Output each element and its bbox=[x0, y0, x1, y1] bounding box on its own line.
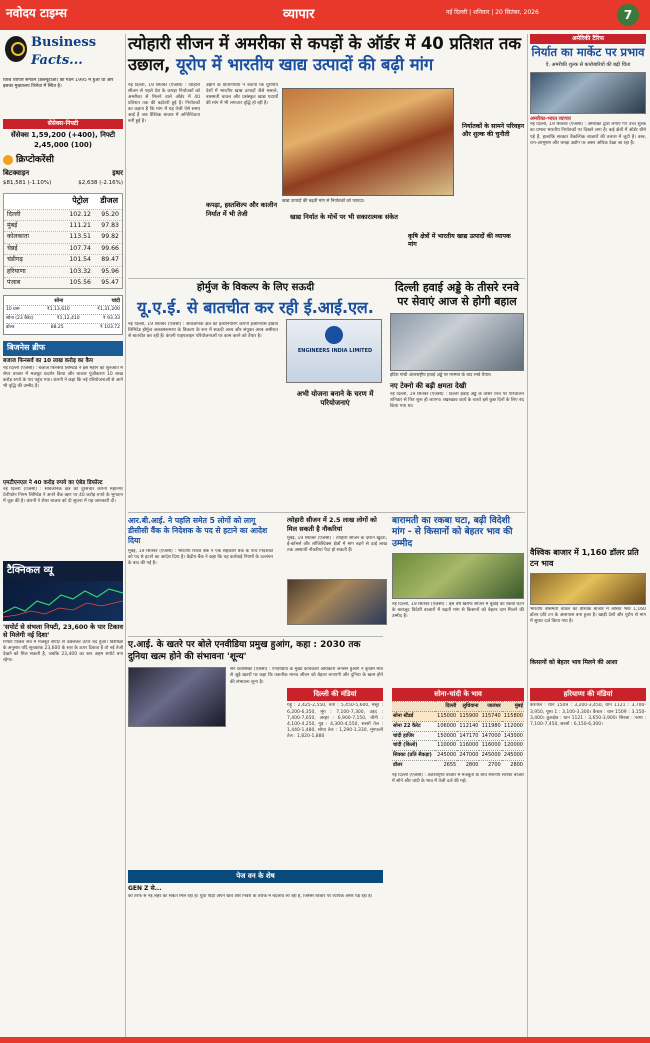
fuel-row bbox=[4, 209, 122, 220]
metals-row bbox=[6, 323, 120, 332]
gold-silver-cell: 2655 bbox=[435, 760, 457, 769]
metals-cell: सोना (23 कैरेट) bbox=[6, 316, 34, 322]
gold-silver-col-header: मुंबई bbox=[502, 702, 524, 712]
gold-silver-cell: 150000 bbox=[435, 731, 457, 741]
food-photo-caption: खाद्य उत्पादों की बढ़ती मांग से निर्यातकों को फायदा। bbox=[282, 199, 365, 204]
gold-silver-title: सोना-चांदी के भाव bbox=[392, 688, 524, 701]
lead-headline-part1: त्योहारी सीजन में अमरीका से कपड़ों के ऑर्डर में 40 प्रतिशत bbox=[128, 34, 494, 53]
metals-row bbox=[6, 314, 120, 323]
lead-text-col1: नई दिल्ली, 19 सितंबर (एजेंसी) : त्योहारी सीजन से पहले देश के कपड़ा निर्यातकों को अमरीका से मिलने वाले ऑर्डर में 40 प्रतिशत तक की बढ़ोतरी हुई है। निर्यातकों का कहना है कि मांग में यह तेजी ऐसे समय आई है जब वैश्विक बाजार में अनिश्चितता बनी हुई है। bbox=[128, 83, 200, 125]
gold-silver-cell: डॉलर bbox=[392, 760, 435, 769]
gold-silver-col-header: जालंधर bbox=[479, 702, 501, 712]
right-column bbox=[530, 34, 646, 502]
crypto-change: (-1.10%) bbox=[27, 179, 52, 186]
right-headline: निर्यात का मार्केट पर प्रभाव bbox=[531, 45, 645, 60]
sensex-band: सेंसेक्स-निफ्टी bbox=[3, 119, 123, 129]
gold-silver-cell: 2700 bbox=[479, 760, 501, 769]
fuel-row bbox=[4, 277, 122, 288]
basmati-text: नई दिल्ली, 19 सितंबर (एजेंसी) : इस वर्ष खरीफ सीजन में बुवाई का रकबा घटने के बावजूद विदेशी बाजारों में बढ़ती मांग से किसानों को बेहतर दाम मिलने की उम्मीद है। bbox=[392, 601, 524, 619]
brief-headline-1: बजाज फिनसर्व का 10 लाख करोड़ का कैप bbox=[3, 358, 93, 365]
masthead-bar bbox=[0, 0, 650, 30]
rice-photo bbox=[530, 573, 646, 605]
fuel-cell-petrol: 111.21 bbox=[69, 222, 91, 230]
fuel-cell-petrol: 107.74 bbox=[69, 244, 91, 252]
global-market-story bbox=[530, 548, 646, 667]
gold-silver-cell: 115000 bbox=[435, 712, 457, 722]
crypto-value: $2,638 bbox=[78, 179, 98, 186]
lightbulb-icon bbox=[5, 36, 27, 62]
row-rule bbox=[128, 278, 525, 279]
lead-subhead-4: कृषि क्षेत्रों में भारतीय खाद्य उत्पादों की व्यापक मांग bbox=[408, 233, 511, 249]
lead-story-headline bbox=[128, 34, 525, 75]
lead-text-col2: उद्योग के प्रतिनिधियों ने बताया कि यूरोपीय देशों में भारतीय खाद्य उत्पादों जैसे मसाले, बासमती चावल और प्रसंस्कृत खाद्य पदार्थों की मांग में भी लगातार वृद्धि हो रही है। bbox=[206, 83, 278, 107]
haryana-mandi-box bbox=[530, 688, 646, 1033]
column-rule bbox=[125, 34, 126, 1037]
brief-headline-2: एमटीएनएल ने 40 करोड़ रुपये का एंबेड डिफॉल्ट bbox=[3, 479, 103, 486]
gold-silver-col-header: लुधियाना bbox=[457, 702, 479, 712]
gold-silver-row bbox=[392, 760, 524, 769]
crypto-change: (-2.16%) bbox=[99, 179, 123, 186]
crypto-heading bbox=[3, 154, 123, 166]
metals-cell: ₹1,12,410 bbox=[56, 316, 80, 322]
rbi-text: मुंबई, 19 सितंबर (एजेंसी) : भारतीय रिजर्व बैंक ने एक सहकारी बैंक के पांच निदेशकों को पद से हटाने का आदेश दिया है। केंद्रीय बैंक ने कहा कि यह कार्रवाई नियमों के उल्लंघन के बाद की गई है। bbox=[128, 548, 273, 566]
fuel-row bbox=[4, 243, 122, 254]
gold-silver-row bbox=[392, 741, 524, 751]
metals-rows bbox=[6, 305, 120, 332]
column-rule bbox=[527, 34, 528, 1037]
right-dek: ऐ. अमरीकी शुल्क से कारोबारियों की बढ़ी चिंता bbox=[545, 61, 631, 68]
ai-text: सैन फ्रांसिस्को (एजेंसी) : एनवीडिया के मुख्य कार्यकारी अधिकारी जेनसेन हुआंग ने कृत्रिम मेधा से जुड़े खतरों पर कहा कि तकनीक मानव जीवन को बेहतर बनाएगी और दुनिया के खत्म होने की संभावना शून्य है। bbox=[230, 667, 383, 685]
fuel-cell-diesel: 89.47 bbox=[101, 256, 119, 264]
gold-silver-col-header bbox=[392, 702, 435, 712]
hormuz-kicker: होर्मुज के विकल्प के लिए सऊदी bbox=[196, 282, 315, 293]
brief-text-2: नई दिल्ली (एजेंसी) : सार्वजनिक क्षेत्र की दूरसंचार कंपनी महानगर टेलीफोन निगम लिमिटेड ने अपने बैंक ऋण पर 40 करोड़ रुपये के भुगतान में चूक की है। कंपनी ने शेयर बाजार को दी सूचना में यह जानकारी दी। bbox=[3, 487, 123, 505]
technical-view-headline: 'सपोर्ट से संभला निफ्टी, 23,600 के पार टिकाव से मिलेगी नई दिशा' bbox=[3, 622, 123, 640]
technical-view-text: निफ्टी पिछले सत्र में मजबूत सपोर्ट से उछलकर ऊपर बंद हुआ। विशेषज्ञों के अनुसार यदि सूचकांक 23,600 के स्तर के ऊपर टिकता है तो नई तेजी देखने को मिल सकती है, जबकि 23,400 का स्तर अहम सपोर्ट बना रहेगा। bbox=[3, 640, 123, 664]
gold-silver-col-header: दिल्ली bbox=[435, 702, 457, 712]
airport-text: नई दिल्ली, 19 सितंबर (एजेंसी) : दिल्ली हवाई अड्डे के तीसरे रनवे पर परिचालन शनिवार से फिर शुरू हो जाएगा। रखरखाव कार्य के चलते इसे कुछ दिनों के लिए बंद किया गया था। bbox=[390, 391, 524, 409]
fuel-cell-city: कोलकाता bbox=[7, 233, 30, 241]
engineers-india-photo bbox=[286, 319, 382, 408]
gold-silver-cell: 245000 bbox=[502, 751, 524, 761]
gold-silver-table bbox=[392, 701, 524, 769]
gold-silver-cell: 147170 bbox=[457, 731, 479, 741]
hormuz-text: नई दिल्ली, 19 सितंबर (एजेंसी) : सार्वजनिक क्षेत्र की इंजीनियरिंग कंपनी इंजीनियर्स इंडिया लिमिटेड होर्मुज जलडमरूमध्य के विकल्प के रूप में सऊदी अरब और संयुक्त अरब अमीरात से बातचीत कर रही है। कंपनी पाइपलाइन परियोजनाओं पर काम करने को तैयार है। bbox=[128, 322, 278, 340]
crypto-names bbox=[3, 169, 123, 178]
sensex-line: सेंसेक्स 1,59,200 (+400), निफ्टी 2,45,000 (100) bbox=[10, 131, 116, 149]
left-column bbox=[3, 34, 123, 1038]
fuel-col-header: डीजल bbox=[100, 195, 118, 205]
brand-name: नवोदय टाइम्स bbox=[6, 6, 68, 20]
export-port-photo bbox=[530, 72, 646, 114]
gold-silver-cell: 245000 bbox=[435, 751, 457, 761]
fuel-cell-city: हरियाणा bbox=[7, 267, 26, 275]
gold-silver-cell: 143000 bbox=[502, 731, 524, 741]
crypto-title: क्रिप्टोकरेंसी bbox=[16, 154, 54, 165]
gold-silver-cell: 147000 bbox=[479, 731, 501, 741]
gold-silver-row bbox=[392, 731, 524, 741]
fuel-row bbox=[4, 266, 122, 277]
metals-cell: ₹ 93.33 bbox=[102, 316, 120, 322]
business-facts-box bbox=[3, 34, 123, 76]
technical-view-banner: टैक्निकल व्यू bbox=[3, 561, 123, 581]
business-facts-text: विश्व व्यापार संगठन (डब्ल्यूटीओ) का गठन 1995 में हुआ था और इसका मुख्यालय जिनेवा में स्थित है। bbox=[3, 78, 114, 90]
metals-row bbox=[6, 305, 120, 314]
fuel-cell-petrol: 113.51 bbox=[69, 233, 91, 241]
fuel-cell-city: दिल्ली bbox=[7, 210, 21, 218]
gold-silver-cell: सिक्का (प्रति सैकड़ा) bbox=[392, 751, 435, 761]
lead-subhead-1: कपड़ा, हस्तशिल्प और कालीन निर्यात में भी तेजी bbox=[206, 201, 278, 218]
fuel-price-table bbox=[3, 193, 123, 289]
fuel-cell-petrol: 103.32 bbox=[69, 267, 91, 275]
delhi-mandi-box bbox=[287, 688, 383, 1023]
metals-cell: ₹1,31,200 bbox=[97, 307, 120, 313]
hormuz-headline: यू.ए.ई. से बातचीत कर रही ई.आई.एल. bbox=[137, 297, 374, 317]
haryana-mandi-text: करनाल : धान 1509 : 3,200-3,450, धान 1121 : 3,700-3,950, पूसा 1 : 3,100-3,300। कैथल : धान 1509 : 3,150-3,400। कुरुक्षेत्र : धान 1121 : 3,650-3,900। सिरसा : नरमा : 7,100-7,450, सरसों : 6,150-6,300। bbox=[530, 703, 646, 727]
business-facts-title-1: Business bbox=[31, 35, 97, 50]
gold-silver-cell: 116000 bbox=[479, 741, 501, 751]
right-text: नई दिल्ली, 19 सितंबर (एजेंसी) : अमरीका द्वारा लगाए गए उच्च शुल्क का प्रभाव भारतीय निर्यातकों पर दिखने लगा है। कई क्षेत्रों में ऑर्डर धीमे पड़े हैं, हालांकि सरकार वैकल्पिक बाजारों की तलाश में जुटी है। वस्त्र, रत्न-आभूषण और चमड़ा उद्योग पर असर अधिक देखा जा रहा है। bbox=[530, 122, 646, 146]
metals-col-header: सोना bbox=[54, 298, 64, 305]
metals-cell: ₹ 103.72 bbox=[99, 325, 120, 331]
fuel-cell-city: चेन्नई bbox=[7, 244, 18, 252]
eil-logo-icon bbox=[325, 326, 343, 344]
airport-photo bbox=[390, 313, 524, 371]
crypto-name: बिटक्वाइन bbox=[3, 169, 30, 178]
lead-subhead-2: खाद्य निर्यात के मोर्चे पर भी सकारात्मक संकेत bbox=[290, 213, 398, 221]
metals-box bbox=[3, 295, 123, 335]
global-market-headline: वैश्विक बाजार में 1,160 डॉलर प्रति टन भाव bbox=[530, 548, 639, 568]
lead-subhead-3: निर्यातकों के सामने परिवहन और शुल्क की चुनौती bbox=[462, 123, 525, 139]
fuel-cell-diesel: 95.20 bbox=[101, 210, 119, 218]
genz-subhead: GEN Z से... bbox=[128, 885, 162, 893]
continuations-band: पेज वन के शेष bbox=[128, 870, 383, 883]
metals-cell: 10 ग्राम bbox=[6, 307, 20, 313]
fuel-cell-diesel: 99.82 bbox=[101, 233, 119, 241]
rbi-headline: आर.बी.आई. ने पहलि समेत 5 लोगों को लागू डीसीसी वैंक के निदेशक के पद से हटाने का आदेश दिया bbox=[128, 516, 268, 545]
delhi-airport-story bbox=[390, 281, 524, 492]
fuel-rows bbox=[4, 209, 122, 289]
row-rule bbox=[128, 636, 383, 637]
fuel-cell-city: मुंबई bbox=[7, 222, 18, 230]
gold-silver-row bbox=[392, 751, 524, 761]
gold-silver-cell: 2800 bbox=[502, 760, 524, 769]
gold-silver-cell: चांदी (किलो) bbox=[392, 741, 435, 751]
metals-cell: 88.25 bbox=[50, 325, 64, 331]
lead-story-body bbox=[128, 83, 525, 273]
section-title: व्यापार bbox=[283, 7, 315, 22]
brief-text-1: नई दिल्ली (एजेंसी) : बजाज फिनसर्व लिमिटेड ने इस महीने की शुरुआत में शेयर बाजार में मजबूत प्रदर्शन किया और बाजार पूंजीकरण 10 लाख करोड़ रुपये के पार पहुंच गया। कंपनी ने कहा कि नई परियोजनाओं से आगे भी वृद्धि की उम्मीद है। bbox=[3, 365, 123, 389]
fuel-cell-diesel: 95.96 bbox=[101, 267, 119, 275]
delhi-mandi-text: गेहूं : 2,425-2,550, चना : 5,450-5,600, मसूर : 6,200-6,350, मूंग : 7,100-7,300, उड़द : 7,400-7,650, अरहर : 6,900-7,150, चीनी : 4,100-4,250, गुड़ : 4,300-4,550, सरसों तेल : 1,440-1,480, सोया तेल : 1,290-1,330, मूंगफली तेल : 1,820-1,880 bbox=[287, 703, 383, 739]
gold-silver-cell: 112000 bbox=[502, 721, 524, 731]
fuel-cell-petrol: 101.54 bbox=[69, 256, 91, 264]
fuel-cell-diesel: 99.66 bbox=[101, 244, 119, 252]
fuel-row bbox=[4, 220, 122, 231]
gold-silver-cell: सोना 22 कैरेट bbox=[392, 721, 435, 731]
gold-silver-box bbox=[392, 688, 524, 1013]
metals-cell: डॉलर bbox=[6, 325, 15, 331]
haryana-mandi-title: हरियाणा की मंडियां bbox=[530, 688, 646, 701]
fuel-cell-city: पंजाब bbox=[7, 278, 21, 286]
market-chart-image bbox=[3, 581, 123, 621]
gold-silver-cell: 115740 bbox=[479, 712, 501, 722]
fuel-row bbox=[4, 231, 122, 242]
gold-silver-cell: 245000 bbox=[479, 751, 501, 761]
basmati-headline: बारामती का रकबा घटा, बढ़ी विदेशी मांग - से किसानों को बेहतर भाव की उम्मीद bbox=[392, 516, 513, 549]
global-market-text: भारतीय बासमती चावल का वैश्विक बाजार में औसत भाव 1,160 डॉलर प्रति टन के आसपास बना हुआ है। खाड़ी देशों और यूरोप से मांग में सुधार दर्ज किया गया है। bbox=[530, 606, 646, 624]
gold-silver-cell: 112140 bbox=[457, 721, 479, 731]
metals-col-header: चांदी bbox=[111, 298, 120, 305]
gold-silver-row bbox=[392, 712, 524, 722]
fuel-row bbox=[4, 254, 122, 265]
right-lead: अमरीका-भारत व्यापार bbox=[530, 115, 571, 122]
rbi-story bbox=[128, 516, 273, 627]
fuel-header bbox=[4, 194, 122, 209]
gold-silver-cell: 116000 bbox=[457, 741, 479, 751]
crypto-name: इथर bbox=[112, 169, 123, 178]
gold-silver-text: नई दिल्ली (एजेंसी) : अंतरराष्ट्रीय बाजार में मजबूती के बीच स्थानीय सर्राफा बाजार में सोने और चांदी के भाव में तेजी दर्ज की गई। bbox=[392, 772, 524, 784]
gold-silver-cell: 115800 bbox=[502, 712, 524, 722]
eil-photo-text: ENGINEERS INDIA LIMITED bbox=[297, 348, 373, 354]
festival-jobs-text: मुंबई, 19 सितंबर (एजेंसी) : त्योहारी सीजन के दौरान खुदरा, ई-कॉमर्स और लॉजिस्टिक्स क्षेत्रों में मांग बढ़ने से ढाई लाख तक अस्थायी नौकरियां पैदा हो सकती हैं। bbox=[287, 535, 387, 553]
fuel-cell-petrol: 105.56 bbox=[69, 278, 91, 286]
ai-ceo-photo bbox=[128, 667, 226, 727]
gold-silver-cell: सोना स्टैंडर्ड bbox=[392, 712, 435, 722]
fuel-col-header: पेट्रोल bbox=[72, 195, 89, 205]
lead-headline-part2: तक उछाल, bbox=[128, 34, 522, 74]
genz-text: की तरफ से नई लहर का संकेत मिल रहा है। युवा पीढ़ी अपने खर्च और निवेश के तरीके में बदलाव ला रही है, जिससे बाजार पर व्यापक असर पड़ रहा है। bbox=[128, 893, 373, 899]
ai-headline: ए.आई. के खतरे पर बोले एनवीडिया प्रमुख हुआंग, कहा : 2030 तक दुनिया खत्म होने की संभावना 'शून्य' bbox=[128, 640, 361, 662]
food-export-photo bbox=[282, 88, 454, 196]
business-brief-heading: बिजनेस ब्रीफ bbox=[3, 341, 123, 356]
delhi-mandi-title: दिल्ली की मंडियां bbox=[287, 688, 383, 701]
fuel-cell-petrol: 102.12 bbox=[69, 210, 91, 218]
gold-silver-cell: 120000 bbox=[502, 741, 524, 751]
gold-silver-body bbox=[392, 712, 524, 770]
gold-silver-header-row bbox=[392, 702, 524, 712]
footer-bar bbox=[0, 1037, 650, 1043]
dateline: नई दिल्ली | शनिवार | 20 सितंबर, 2026 bbox=[446, 9, 539, 16]
festival-market-photo bbox=[287, 579, 387, 625]
gold-silver-row bbox=[392, 721, 524, 731]
festival-jobs-headline: त्योहारी सीजन में 2.5 लाख लोगों को मिल सकती है नौकरियां bbox=[287, 516, 377, 533]
global-market-subhead: किसानों को बेहतर भाव मिलने की आशा bbox=[530, 658, 618, 666]
delhi-airport-headline: दिल्ली हवाई अड्डे के तीसरे रनवे पर सेवाएं आज से होगी बहाल bbox=[395, 281, 519, 308]
basmati-story bbox=[392, 516, 524, 682]
fuel-cell-diesel: 95.47 bbox=[101, 278, 119, 286]
metals-header bbox=[6, 298, 120, 305]
gold-silver-cell: चांदी हाजिर bbox=[392, 731, 435, 741]
metals-cell: ₹1,13,610 bbox=[46, 307, 70, 313]
airport-photo-caption: इंदिरा गांधी अंतरराष्ट्रीय हवाई अड्डे पर मरम्मत के बाद रनवे तैयार। bbox=[390, 372, 492, 378]
gold-silver-cell: 247000 bbox=[457, 751, 479, 761]
bitcoin-icon bbox=[3, 155, 13, 165]
page-number: 7 bbox=[617, 4, 639, 26]
gold-silver-cell: 2800 bbox=[457, 760, 479, 769]
gold-silver-cell: 106000 bbox=[435, 721, 457, 731]
right-kicker: अमेरिकी टैरिफ bbox=[530, 34, 646, 44]
paddy-field-photo bbox=[392, 553, 524, 599]
eil-photo-caption: अभी योजना बनाने के चरण में परियोजनाएं bbox=[296, 390, 374, 408]
crypto-values bbox=[3, 180, 123, 187]
gold-silver-cell: 110000 bbox=[435, 741, 457, 751]
crypto-value: $81,581 bbox=[3, 179, 26, 186]
gold-silver-cell: 111980 bbox=[479, 721, 501, 731]
lead-headline-blue: यूरोप में भारतीय खाद्य उत्पादों की बढ़ी मांग bbox=[176, 54, 434, 74]
festival-jobs-story bbox=[287, 516, 387, 625]
gold-silver-cell: 115900 bbox=[457, 712, 479, 722]
fuel-cell-diesel: 97.83 bbox=[101, 222, 119, 230]
row-rule bbox=[128, 512, 525, 513]
airport-subhead: नए टेक्नो की बढ़ी क्षमता देखी bbox=[390, 382, 467, 391]
business-facts-title-2: Facts... bbox=[31, 53, 83, 68]
fuel-cell-city: चंडीगढ़ bbox=[7, 256, 23, 264]
